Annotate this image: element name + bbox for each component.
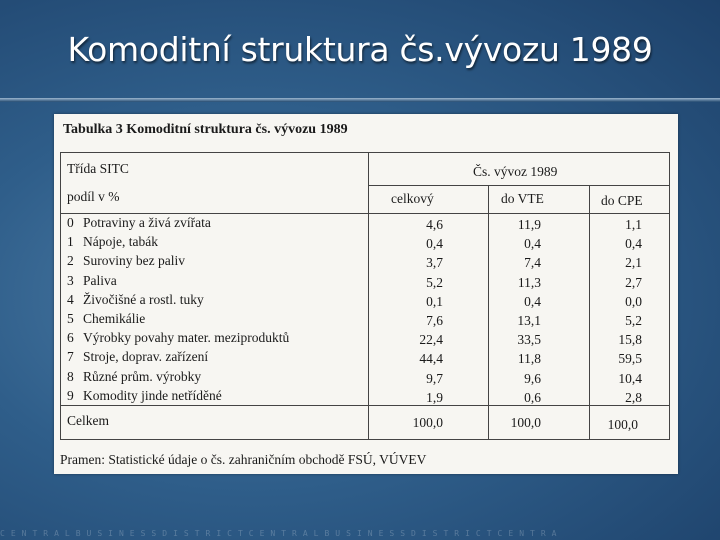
row-commodity-name: Potraviny a živá zvířata <box>83 215 211 230</box>
divider-horizontal <box>368 185 669 186</box>
row-value-total: 4,6 <box>426 217 443 232</box>
row-code: 2 <box>67 253 74 269</box>
row-value-vte: 7,4 <box>524 255 541 271</box>
row-value-cpe: 15,8 <box>618 332 642 348</box>
row-value-total: 3,7 <box>426 255 443 271</box>
row-code: 1 <box>67 234 74 250</box>
row-code: 8 <box>67 368 74 384</box>
total-value-cpe: 100,0 <box>607 417 638 432</box>
divider-vertical <box>368 153 369 439</box>
title-divider <box>0 98 720 102</box>
divider-horizontal <box>61 213 669 214</box>
row-value-vte: 11,8 <box>517 351 541 367</box>
row-value-vte: 11,9 <box>517 217 541 232</box>
row-commodity-name: Stroje, doprav. zařízení <box>83 349 209 365</box>
row-commodity-name: Nápoje, tabák <box>83 234 158 250</box>
row-commodity-name: Chemikálie <box>83 311 146 326</box>
row-value-vte: 9,6 <box>524 370 541 386</box>
table-source-note: Pramen: Statistické údaje o čs. zahraničním obchodě FSÚ, VÚVEV <box>60 452 427 467</box>
row-code: 9 <box>67 387 74 403</box>
row-value-cpe: 59,5 <box>618 351 642 367</box>
row-value-cpe: 5,2 <box>625 313 642 328</box>
row-code: 4 <box>67 291 74 307</box>
total-value-overall: 100,0 <box>412 415 443 430</box>
row-value-cpe: 2,1 <box>625 255 642 271</box>
row-value-total: 7,6 <box>426 313 443 328</box>
row-value-total: 44,4 <box>419 351 443 367</box>
row-value-vte: 0,4 <box>524 293 541 309</box>
row-code: 0 <box>67 215 74 230</box>
row-commodity-name: Různé prům. výrobky <box>83 368 202 384</box>
row-commodity-name: Paliva <box>83 272 117 288</box>
table-caption: Tabulka 3 Komoditní struktura čs. vývozu 1989 <box>63 122 348 137</box>
row-commodity-name: Živočišné a rostl. tuky <box>83 291 204 307</box>
row-value-vte: 13,1 <box>517 313 541 328</box>
row-value-cpe: 1,1 <box>625 217 642 232</box>
row-value-total: 22,4 <box>419 332 443 348</box>
row-value-vte: 33,5 <box>517 332 541 348</box>
footer-decorative-text: CENTRALBUSINESSDISTRICTCENTRALBUSINESSDISTRICTCENTRA <box>0 529 563 538</box>
row-value-vte: 11,3 <box>517 274 541 290</box>
header-share-label: podíl v % <box>67 189 120 204</box>
header-group-label: Čs. vývoz 1989 <box>473 164 558 179</box>
row-value-total: 1,9 <box>426 389 443 405</box>
row-value-total: 0,1 <box>426 293 443 309</box>
row-value-vte: 0,4 <box>524 236 541 252</box>
column-header-vte: do VTE <box>501 191 544 206</box>
row-value-cpe: 0,0 <box>625 293 642 309</box>
row-code: 6 <box>67 330 74 346</box>
slide-title: Komoditní struktura čs.vývozu 1989 <box>67 30 653 69</box>
row-value-cpe: 10,4 <box>618 370 642 386</box>
row-code: 7 <box>67 349 74 365</box>
column-header-total: celkový <box>391 191 434 206</box>
row-value-total: 0,4 <box>426 236 443 252</box>
row-value-total: 5,2 <box>426 274 443 290</box>
row-commodity-name: Výrobky povahy mater. meziproduktů <box>83 330 290 346</box>
row-value-cpe: 0,4 <box>625 236 642 252</box>
row-value-cpe: 2,7 <box>625 274 642 290</box>
row-commodity-name: Komodity jinde netříděné <box>83 387 222 403</box>
column-header-cpe: do CPE <box>601 193 643 208</box>
row-code: 3 <box>67 272 74 288</box>
row-value-vte: 0,6 <box>524 389 541 405</box>
total-label: Celkem <box>67 413 109 428</box>
divider-horizontal <box>61 405 669 406</box>
row-commodity-name: Suroviny bez paliv <box>83 253 185 269</box>
header-sitc-label: Třída SITC <box>67 161 129 176</box>
scanned-table-image <box>54 114 678 474</box>
total-value-vte: 100,0 <box>510 415 541 430</box>
row-value-cpe: 2,8 <box>625 389 642 405</box>
commodity-table <box>60 152 670 440</box>
row-value-total: 9,7 <box>426 370 443 386</box>
row-code: 5 <box>67 311 74 326</box>
